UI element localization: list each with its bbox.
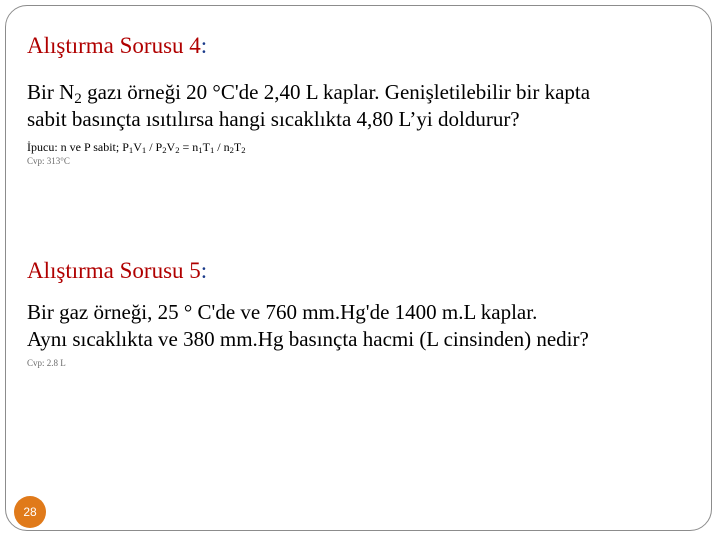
hint-part: 1 [198, 145, 203, 156]
question-5-line-2: Aynı sıcaklıkta ve 380 mm.Hg basınçta hacmi (L cinsinden) nedir? [27, 327, 589, 351]
hint-part: 2 [162, 145, 167, 156]
question-4-line-1-start: Bir N [27, 80, 75, 104]
page-number-badge: 28 [14, 496, 46, 528]
hint-part: / P [146, 140, 163, 154]
hint-part: V [133, 140, 142, 154]
question-4-line-1 [27, 79, 590, 106]
hint-part: 2 [175, 145, 180, 156]
hint-part: 1 [209, 145, 215, 156]
hint-part: 2 [241, 145, 246, 156]
hint-part: T [233, 140, 242, 154]
question-4-line-1-end: gazı örneği 20 °C'de 2,40 L kaplar. Genişletilebilir bir kapta [81, 80, 591, 104]
question-5-title-text: Alıştırma Sorusu 5 [27, 258, 201, 283]
hint-part: / n [214, 140, 230, 154]
question-4-n2-subscript: 2 [74, 90, 82, 107]
hint-part: 1 [128, 145, 134, 156]
hint-part: = n [179, 140, 199, 154]
question-5-line-1: Bir gaz örneği, 25 ° C'de ve 760 mm.Hg'de 1400 m.L kaplar. [27, 300, 538, 324]
hint-part: 2 [229, 145, 234, 156]
hint-part: 1 [141, 145, 147, 156]
question-4-answer: Cvp: 313°C [27, 156, 70, 166]
hint-part: V [166, 140, 176, 154]
question-4-line-2: sabit basınçta ısıtılırsa hangi sıcaklıkta 4,80 L’yi doldurur? [27, 107, 520, 131]
question-5-title-colon: : [200, 258, 208, 283]
question-4-hint [27, 140, 246, 155]
question-5-answer: Cvp: 2.8 L [27, 358, 66, 368]
question-5-title [27, 258, 207, 284]
hint-prefix: İpucu: n ve P sabit; P [27, 140, 129, 154]
question-4-title [27, 33, 207, 59]
question-4-title-colon: : [200, 33, 208, 58]
hint-part: T [202, 140, 210, 154]
question-4-title-text: Alıştırma Sorusu 4 [27, 33, 201, 58]
